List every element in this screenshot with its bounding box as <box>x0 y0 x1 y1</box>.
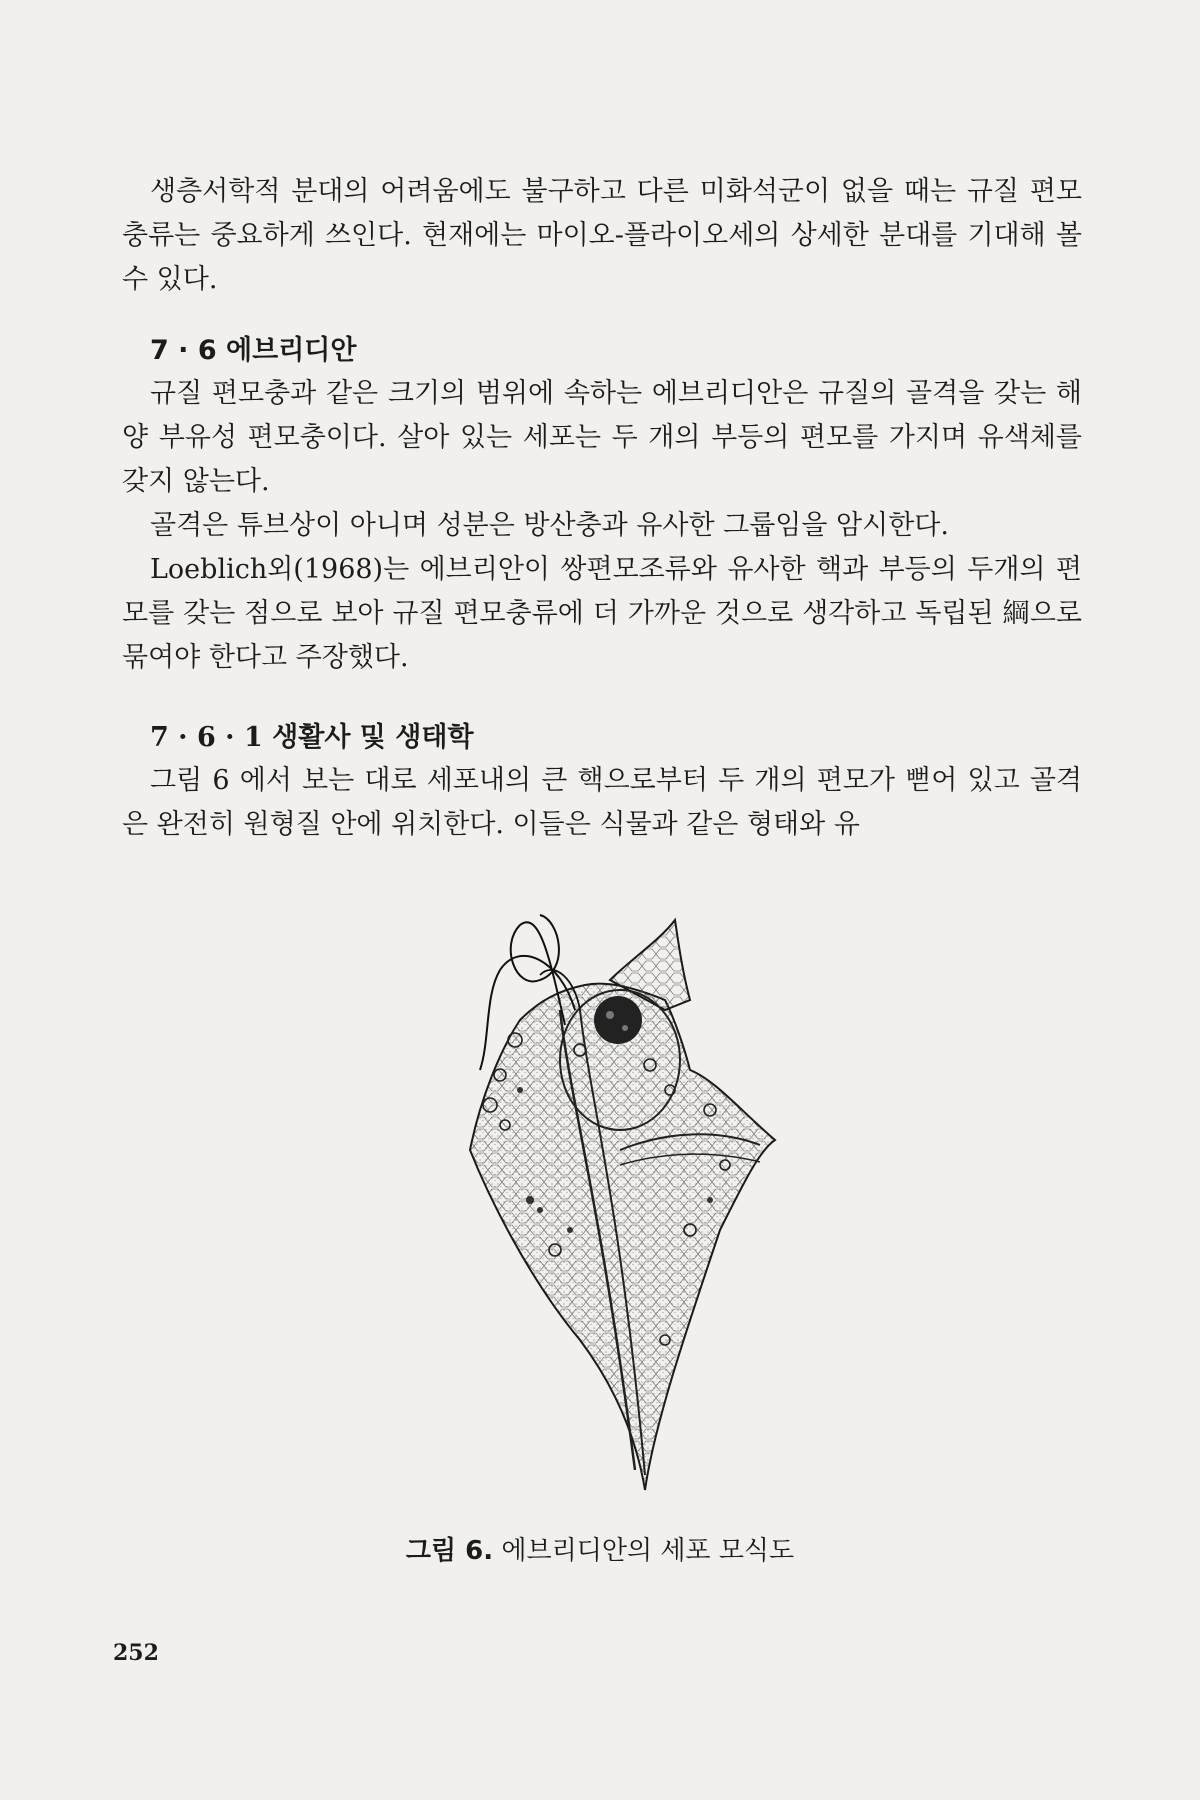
paragraph-skeleton: 골격은 튜브상이 아니며 성분은 방산충과 유사한 그룹임을 암시한다. <box>150 510 949 541</box>
paragraph-biostratigraphy: 생층서학적 분대의 어려움에도 불구하고 다른 미화석군이 없을 때는 규질 편모충류는 중요하게 쓰인다. 현재에는 마이오-플라이오세의 상세한 분대를 기대해 볼 수 있다. <box>122 176 1082 295</box>
section-heading: 7 · 6 에브리디안 <box>150 335 357 366</box>
figure-caption <box>0 1530 1200 1567</box>
nucleus <box>594 996 642 1044</box>
paragraph-ebridian-intro: 규질 편모충과 같은 크기의 범위에 속하는 에브리디안은 규질의 골격을 갖는 해양 부유성 편모충이다. 살아 있는 세포는 두 개의 부등의 편모를 가지며 유색체를 갖지 않는다. <box>122 378 1082 497</box>
figure-caption-text: 에브리디안의 세포 모식도 <box>501 1536 795 1566</box>
page-number: 252 <box>113 1640 159 1666</box>
figure-caption-label: 그림 6. <box>405 1536 494 1566</box>
subsection-heading: 7 · 6 · 1 생활사 및 생태학 <box>150 722 474 753</box>
paragraph-life-history: 그림 6 에서 보는 대로 세포내의 큰 핵으로부터 두 개의 편모가 뻗어 있고 골격은 완전히 원형질 안에 위치한다. 이들은 식물과 같은 형태와 유 <box>122 765 1082 840</box>
paragraph-loeblich: Loeblich외(1968)는 에브리안이 쌍편모조류와 유사한 핵과 부등의 두개의 편모를 갖는 점으로 보아 규질 편모충류에 더 가까운 것으로 생각하고 독립된 綱으로 묶여야 한다고 주장했다. <box>122 554 1082 673</box>
ebridian-cell-illustration <box>460 900 780 1500</box>
